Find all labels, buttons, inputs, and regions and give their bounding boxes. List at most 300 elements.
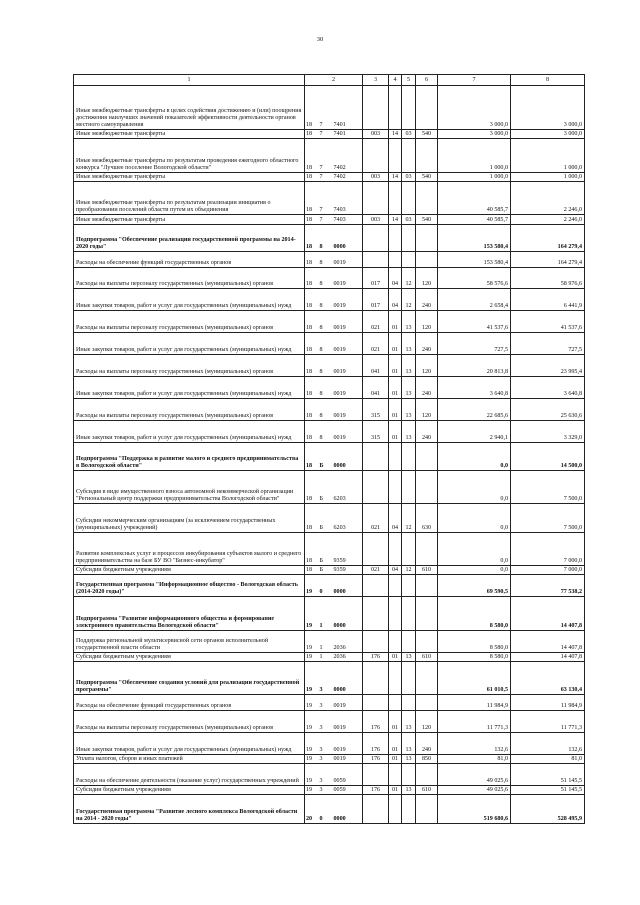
amount-2-cell: 63 130,4 [511, 661, 585, 694]
amount-2-cell: 25 630,6 [511, 399, 585, 421]
expense-type-cell: 120 [416, 311, 438, 333]
code-part-1-cell: 18 [305, 442, 319, 470]
amount-1-cell: 0,0 [438, 504, 511, 532]
section-code-cell: 01 [389, 754, 402, 763]
expense-type-cell: 610 [416, 652, 438, 661]
section-code-cell [389, 470, 402, 503]
amount-1-cell: 41 537,6 [438, 311, 511, 333]
ministry-code-cell: 176 [363, 786, 389, 795]
amount-1-cell: 8 580,0 [438, 630, 511, 652]
section-code-cell [389, 86, 402, 130]
ministry-code-cell: 021 [363, 333, 389, 355]
code-part-1-cell: 18 [305, 333, 319, 355]
amount-2-cell: 14 407,8 [511, 652, 585, 661]
code-part-3-cell: 0019 [333, 695, 363, 711]
ministry-code-cell: 017 [363, 289, 389, 311]
expense-type-cell: 540 [416, 172, 438, 181]
ministry-code-cell: 021 [363, 565, 389, 574]
amount-1-cell: 0,0 [438, 532, 511, 565]
row-name-cell: Иные межбюджетные трансферты в целях содействия достижению и (или) поощрения достижения наилучших значений показателей эффективности деятельности органов местного самоуправления [74, 86, 305, 130]
amount-2-cell: 6 441,9 [511, 289, 585, 311]
ministry-code-cell: 315 [363, 420, 389, 442]
amount-2-cell: 81,0 [511, 754, 585, 763]
table-row [74, 754, 585, 763]
code-part-3-cell: 0019 [333, 289, 363, 311]
code-part-2-cell: 8 [319, 289, 333, 311]
table-row [74, 420, 585, 442]
section-code-cell [389, 532, 402, 565]
code-part-3-cell: 0019 [333, 399, 363, 421]
section-code-cell [389, 695, 402, 711]
section-code-cell: 01 [389, 333, 402, 355]
code-part-2-cell: Б [319, 504, 333, 532]
section-code-cell [389, 182, 402, 215]
code-part-3-cell: 0000 [333, 597, 363, 630]
row-name-cell: Иные закупки товаров, работ и услуг для государственных (муниципальных) нужд [74, 377, 305, 399]
code-part-2-cell: 7 [319, 86, 333, 130]
ministry-code-cell [363, 442, 389, 470]
amount-1-cell: 8 580,0 [438, 652, 511, 661]
code-part-3-cell: 9359 [333, 565, 363, 574]
section-code-cell: 04 [389, 504, 402, 532]
section-code-cell: 01 [389, 732, 402, 754]
expense-type-cell [416, 630, 438, 652]
subsection-code-cell: 12 [402, 289, 416, 311]
amount-1-cell: 3 000,0 [438, 86, 511, 130]
row-name-cell: Субсидии бюджетным учреждениям [74, 652, 305, 661]
amount-2-cell: 1 000,0 [511, 172, 585, 181]
section-code-cell: 01 [389, 420, 402, 442]
code-part-1-cell: 18 [305, 420, 319, 442]
ministry-code-cell: 021 [363, 311, 389, 333]
expense-type-cell: 540 [416, 215, 438, 224]
amount-2-cell: 7 500,0 [511, 504, 585, 532]
expense-type-cell: 120 [416, 267, 438, 289]
section-code-cell [389, 795, 402, 824]
expense-type-cell [416, 224, 438, 251]
section-code-cell [389, 597, 402, 630]
table-row [74, 786, 585, 795]
code-part-3-cell: 2036 [333, 652, 363, 661]
amount-2-cell: 3 000,0 [511, 86, 585, 130]
amount-2-cell: 2 246,0 [511, 215, 585, 224]
ministry-code-cell [363, 139, 389, 172]
section-code-cell: 14 [389, 215, 402, 224]
table-row [74, 355, 585, 377]
row-name-cell: Иные межбюджетные трансферты [74, 215, 305, 224]
row-name-cell: Субсидии некоммерческим организациям (за исключением государственных (муниципальных) учреждений) [74, 504, 305, 532]
code-part-3-cell: 0019 [333, 267, 363, 289]
expense-type-cell [416, 139, 438, 172]
amount-1-cell: 81,0 [438, 754, 511, 763]
table-row [74, 470, 585, 503]
header-cell: 5 [402, 75, 416, 86]
table-row [74, 215, 585, 224]
section-code-cell [389, 575, 402, 597]
code-part-3-cell: 0019 [333, 754, 363, 763]
header-cell: 7 [438, 75, 511, 86]
code-part-1-cell: 18 [305, 470, 319, 503]
amount-2-cell: 41 537,6 [511, 311, 585, 333]
code-part-3-cell: 6203 [333, 470, 363, 503]
code-part-2-cell: 1 [319, 597, 333, 630]
table-row [74, 764, 585, 786]
header-cell: 4 [389, 75, 402, 86]
table-row [74, 182, 585, 215]
code-part-1-cell: 19 [305, 695, 319, 711]
code-part-1-cell: 18 [305, 399, 319, 421]
amount-2-cell: 164 279,4 [511, 224, 585, 251]
amount-1-cell: 0,0 [438, 442, 511, 470]
header-cell: 1 [74, 75, 305, 86]
amount-1-cell: 132,6 [438, 732, 511, 754]
code-part-3-cell: 9359 [333, 532, 363, 565]
code-part-3-cell: 7402 [333, 172, 363, 181]
table-body [74, 86, 585, 824]
code-part-1-cell: 18 [305, 355, 319, 377]
code-part-3-cell: 0019 [333, 732, 363, 754]
amount-1-cell: 11 984,9 [438, 695, 511, 711]
table-row [74, 86, 585, 130]
section-code-cell: 01 [389, 311, 402, 333]
amount-2-cell: 7 500,0 [511, 470, 585, 503]
subsection-code-cell [402, 695, 416, 711]
code-part-1-cell: 19 [305, 732, 319, 754]
table-row [74, 442, 585, 470]
amount-2-cell: 51 145,5 [511, 764, 585, 786]
subsection-code-cell: 12 [402, 565, 416, 574]
code-part-1-cell: 18 [305, 504, 319, 532]
code-part-3-cell: 0059 [333, 764, 363, 786]
code-part-2-cell: 3 [319, 695, 333, 711]
row-name-cell: Поддержка региональной мультисервисной сети органов исполнительной государственной власти области [74, 630, 305, 652]
ministry-code-cell: 003 [363, 129, 389, 138]
expense-type-cell [416, 795, 438, 824]
amount-1-cell: 153 580,4 [438, 251, 511, 267]
table-row [74, 504, 585, 532]
header-cell: 3 [363, 75, 389, 86]
amount-2-cell: 11 771,3 [511, 710, 585, 732]
code-part-2-cell: Б [319, 565, 333, 574]
code-part-3-cell: 0000 [333, 661, 363, 694]
amount-1-cell: 1 000,0 [438, 172, 511, 181]
table-row [74, 695, 585, 711]
code-part-2-cell: 8 [319, 333, 333, 355]
code-part-2-cell: 1 [319, 652, 333, 661]
code-part-2-cell: 8 [319, 267, 333, 289]
row-name-cell: Иные межбюджетные трансферты по результатам проведения ежегодного областного конкурса "Лучшее поселение Вологодской области" [74, 139, 305, 172]
amount-2-cell: 3 329,0 [511, 420, 585, 442]
subsection-code-cell: 13 [402, 754, 416, 763]
ministry-code-cell [363, 470, 389, 503]
code-part-2-cell: 7 [319, 215, 333, 224]
table-row [74, 139, 585, 172]
section-code-cell: 01 [389, 652, 402, 661]
ministry-code-cell: 315 [363, 399, 389, 421]
expense-type-cell [416, 251, 438, 267]
section-code-cell: 04 [389, 565, 402, 574]
row-name-cell: Расходы на выплаты персоналу государственных (муниципальных) органов [74, 267, 305, 289]
row-name-cell: Расходы на обеспечение функций государственных органов [74, 695, 305, 711]
amount-1-cell: 519 680,6 [438, 795, 511, 824]
code-part-3-cell: 0000 [333, 575, 363, 597]
amount-1-cell: 20 813,8 [438, 355, 511, 377]
row-name-cell: Иные закупки товаров, работ и услуг для государственных (муниципальных) нужд [74, 333, 305, 355]
amount-2-cell: 58 976,6 [511, 267, 585, 289]
row-name-cell: Иные межбюджетные трансферты по результатам реализации инициатив о преобразовании поселений области путем их объединения [74, 182, 305, 215]
ministry-code-cell: 003 [363, 215, 389, 224]
subsection-code-cell: 13 [402, 333, 416, 355]
budget-table-container [73, 74, 584, 824]
expense-type-cell [416, 182, 438, 215]
row-name-cell: Иные закупки товаров, работ и услуг для государственных (муниципальных) нужд [74, 420, 305, 442]
code-part-1-cell: 19 [305, 575, 319, 597]
code-part-1-cell: 18 [305, 377, 319, 399]
expense-type-cell: 850 [416, 754, 438, 763]
expense-type-cell: 240 [416, 289, 438, 311]
amount-1-cell: 1 000,0 [438, 139, 511, 172]
amount-2-cell: 14 407,8 [511, 630, 585, 652]
expense-type-cell: 240 [416, 732, 438, 754]
ministry-code-cell [363, 630, 389, 652]
table-row [74, 172, 585, 181]
code-part-3-cell: 0019 [333, 420, 363, 442]
code-part-1-cell: 20 [305, 795, 319, 824]
amount-2-cell: 3 640,8 [511, 377, 585, 399]
section-code-cell [389, 224, 402, 251]
table-row [74, 575, 585, 597]
code-part-2-cell: 8 [319, 251, 333, 267]
row-name-cell: Иные межбюджетные трансферты [74, 172, 305, 181]
code-part-2-cell: Б [319, 532, 333, 565]
amount-1-cell: 40 585,7 [438, 215, 511, 224]
code-part-3-cell: 0000 [333, 795, 363, 824]
table-row [74, 333, 585, 355]
table-row [74, 652, 585, 661]
amount-1-cell: 2 940,1 [438, 420, 511, 442]
code-part-2-cell: 1 [319, 630, 333, 652]
code-part-3-cell: 7401 [333, 86, 363, 130]
section-code-cell: 14 [389, 172, 402, 181]
code-part-2-cell: 3 [319, 710, 333, 732]
code-part-1-cell: 18 [305, 565, 319, 574]
ministry-code-cell: 017 [363, 267, 389, 289]
subsection-code-cell [402, 764, 416, 786]
code-part-2-cell: 8 [319, 420, 333, 442]
code-part-3-cell: 6203 [333, 504, 363, 532]
expense-type-cell [416, 597, 438, 630]
subsection-code-cell: 13 [402, 786, 416, 795]
amount-1-cell: 8 580,0 [438, 597, 511, 630]
row-name-cell: Субсидии бюджетным учреждениям [74, 565, 305, 574]
code-part-2-cell: 7 [319, 172, 333, 181]
expense-type-cell [416, 532, 438, 565]
subsection-code-cell: 13 [402, 399, 416, 421]
section-code-cell [389, 764, 402, 786]
table-row [74, 399, 585, 421]
table-row [74, 267, 585, 289]
row-name-cell: Субсидия в виде имущественного взноса автономной некоммерческой организации "Региональный центр поддержки предпринимательства Вологодской области" [74, 470, 305, 503]
code-part-2-cell: 7 [319, 129, 333, 138]
row-name-cell: Расходы на обеспечение деятельности (оказание услуг) государственных учреждений [74, 764, 305, 786]
expense-type-cell [416, 661, 438, 694]
amount-2-cell: 14 500,0 [511, 442, 585, 470]
ministry-code-cell [363, 597, 389, 630]
section-code-cell [389, 630, 402, 652]
row-name-cell: Иные межбюджетные трансферты [74, 129, 305, 138]
code-part-3-cell: 0000 [333, 442, 363, 470]
subsection-code-cell: 03 [402, 172, 416, 181]
ministry-code-cell: 021 [363, 504, 389, 532]
code-part-2-cell: 3 [319, 732, 333, 754]
code-part-2-cell: 8 [319, 224, 333, 251]
expense-type-cell: 240 [416, 333, 438, 355]
ministry-code-cell: 176 [363, 652, 389, 661]
code-part-2-cell: 3 [319, 754, 333, 763]
amount-2-cell: 528 495,9 [511, 795, 585, 824]
code-part-1-cell: 19 [305, 786, 319, 795]
subsection-code-cell [402, 470, 416, 503]
amount-2-cell: 1 000,0 [511, 139, 585, 172]
code-part-1-cell: 18 [305, 532, 319, 565]
amount-1-cell: 49 025,6 [438, 764, 511, 786]
row-name-cell: Расходы на выплаты персоналу государственных (муниципальных) органов [74, 311, 305, 333]
code-part-3-cell: 0059 [333, 786, 363, 795]
row-name-cell: Иные закупки товаров, работ и услуг для государственных (муниципальных) нужд [74, 732, 305, 754]
ministry-code-cell: 176 [363, 710, 389, 732]
amount-1-cell: 22 685,6 [438, 399, 511, 421]
ministry-code-cell [363, 575, 389, 597]
subsection-code-cell [402, 182, 416, 215]
amount-1-cell: 3 000,0 [438, 129, 511, 138]
row-name-cell: Расходы на выплаты персоналу государственных (муниципальных) органов [74, 710, 305, 732]
subsection-code-cell: 13 [402, 732, 416, 754]
subsection-code-cell: 12 [402, 267, 416, 289]
row-name-cell: Подпрограмма "Обеспечение реализации государственной программы на 2014-2020 годы" [74, 224, 305, 251]
code-part-2-cell: 8 [319, 355, 333, 377]
code-part-2-cell: 0 [319, 795, 333, 824]
subsection-code-cell: 13 [402, 420, 416, 442]
table-row [74, 732, 585, 754]
header-cell: 2 [305, 75, 363, 86]
expense-type-cell: 120 [416, 399, 438, 421]
header-cell: 8 [511, 75, 585, 86]
section-code-cell: 04 [389, 267, 402, 289]
table-row [74, 565, 585, 574]
amount-2-cell: 11 984,9 [511, 695, 585, 711]
row-name-cell: Государственная программа "Информационное общество - Вологодская область (2014-2020 годы)" [74, 575, 305, 597]
expense-type-cell [416, 86, 438, 130]
table-row [74, 795, 585, 824]
page-number: 30 [316, 36, 324, 43]
row-name-cell: Государственная программа "Развитие лесного комплекса Вологодской области на 2014 - 2020 годы" [74, 795, 305, 824]
subsection-code-cell: 03 [402, 129, 416, 138]
code-part-3-cell: 0019 [333, 377, 363, 399]
code-part-2-cell: 0 [319, 575, 333, 597]
code-part-1-cell: 18 [305, 139, 319, 172]
ministry-code-cell: 176 [363, 754, 389, 763]
ministry-code-cell [363, 86, 389, 130]
code-part-3-cell: 7403 [333, 215, 363, 224]
table-row [74, 129, 585, 138]
table-row [74, 597, 585, 630]
code-part-3-cell: 0019 [333, 333, 363, 355]
section-code-cell: 01 [389, 399, 402, 421]
code-part-1-cell: 18 [305, 215, 319, 224]
amount-2-cell: 23 995,4 [511, 355, 585, 377]
section-code-cell [389, 442, 402, 470]
amount-1-cell: 2 658,4 [438, 289, 511, 311]
subsection-code-cell: 13 [402, 710, 416, 732]
code-part-3-cell: 0019 [333, 355, 363, 377]
expense-type-cell: 120 [416, 355, 438, 377]
ministry-code-cell: 176 [363, 732, 389, 754]
ministry-code-cell [363, 695, 389, 711]
amount-2-cell: 2 246,0 [511, 182, 585, 215]
code-part-1-cell: 19 [305, 597, 319, 630]
ministry-code-cell [363, 764, 389, 786]
table-row [74, 289, 585, 311]
amount-1-cell: 3 640,8 [438, 377, 511, 399]
amount-1-cell: 49 025,6 [438, 786, 511, 795]
ministry-code-cell [363, 182, 389, 215]
code-part-3-cell: 0019 [333, 311, 363, 333]
table-row [74, 710, 585, 732]
amount-1-cell: 153 580,4 [438, 224, 511, 251]
header-cell: 6 [416, 75, 438, 86]
amount-1-cell: 40 585,7 [438, 182, 511, 215]
amount-1-cell: 69 590,5 [438, 575, 511, 597]
amount-2-cell: 3 000,0 [511, 129, 585, 138]
expense-type-cell [416, 575, 438, 597]
table-row [74, 661, 585, 694]
amount-2-cell: 727,5 [511, 333, 585, 355]
code-part-3-cell: 7402 [333, 139, 363, 172]
amount-1-cell: 727,5 [438, 333, 511, 355]
amount-2-cell: 51 145,5 [511, 786, 585, 795]
code-part-1-cell: 18 [305, 267, 319, 289]
row-name-cell: Иные закупки товаров, работ и услуг для государственных (муниципальных) нужд [74, 289, 305, 311]
ministry-code-cell: 003 [363, 172, 389, 181]
section-code-cell [389, 251, 402, 267]
expense-type-cell [416, 442, 438, 470]
expense-type-cell: 610 [416, 565, 438, 574]
ministry-code-cell: 041 [363, 355, 389, 377]
budget-table [73, 74, 585, 824]
section-code-cell: 01 [389, 710, 402, 732]
row-name-cell: Расходы на выплаты персоналу государственных (муниципальных) органов [74, 399, 305, 421]
amount-1-cell: 58 576,6 [438, 267, 511, 289]
subsection-code-cell: 13 [402, 377, 416, 399]
expense-type-cell [416, 764, 438, 786]
ministry-code-cell [363, 224, 389, 251]
row-name-cell: Подпрограмма "Поддержка и развитие малого и среднего предпринимательства в Вологодской области" [74, 442, 305, 470]
code-part-2-cell: Б [319, 442, 333, 470]
code-part-3-cell: 7403 [333, 182, 363, 215]
subsection-code-cell: 12 [402, 504, 416, 532]
code-part-1-cell: 18 [305, 289, 319, 311]
code-part-1-cell: 19 [305, 764, 319, 786]
code-part-1-cell: 19 [305, 710, 319, 732]
code-part-2-cell: 8 [319, 311, 333, 333]
row-name-cell: Уплата налогов, сборов и иных платежей [74, 754, 305, 763]
subsection-code-cell [402, 630, 416, 652]
subsection-code-cell: 13 [402, 355, 416, 377]
code-part-1-cell: 19 [305, 754, 319, 763]
section-code-cell: 01 [389, 786, 402, 795]
table-row [74, 377, 585, 399]
subsection-code-cell [402, 597, 416, 630]
